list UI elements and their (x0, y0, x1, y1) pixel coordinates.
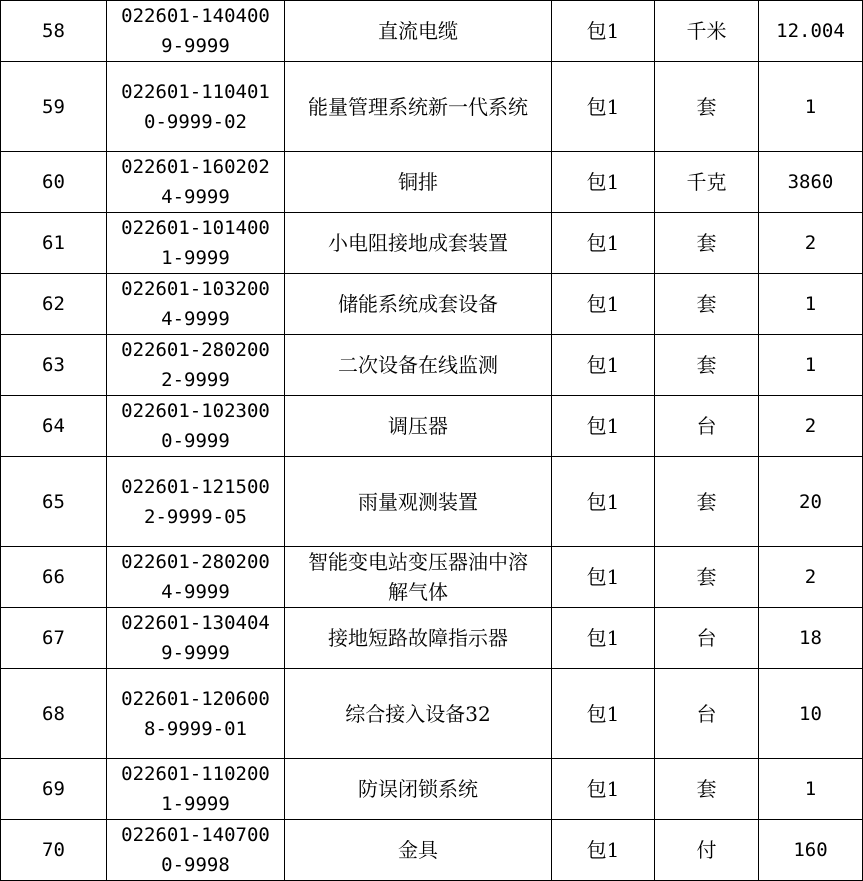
row-code: 022601-1404009-9999 (107, 1, 285, 62)
row-package: 包1 (552, 669, 655, 759)
row-name: 调压器 (285, 396, 552, 457)
row-code: 022601-1032004-9999 (107, 274, 285, 335)
row-code: 022601-1304049-9999 (107, 608, 285, 669)
row-name: 金具 (285, 820, 552, 881)
row-unit: 套 (655, 335, 759, 396)
row-unit: 套 (655, 62, 759, 152)
row-unit: 付 (655, 820, 759, 881)
row-seq: 66 (1, 547, 107, 608)
row-name: 接地短路故障指示器 (285, 608, 552, 669)
row-qty: 10 (759, 669, 863, 759)
table-row (1, 274, 863, 335)
row-seq: 59 (1, 62, 107, 152)
row-code: 022601-2802002-9999 (107, 335, 285, 396)
row-unit: 套 (655, 547, 759, 608)
table-row (1, 1, 863, 62)
row-seq: 61 (1, 213, 107, 274)
row-code: 022601-1104010-9999-02 (107, 62, 285, 152)
row-name: 综合接入设备32 (285, 669, 552, 759)
row-seq: 58 (1, 1, 107, 62)
row-qty: 20 (759, 457, 863, 547)
row-qty: 18 (759, 608, 863, 669)
row-package: 包1 (552, 820, 655, 881)
row-unit: 千米 (655, 1, 759, 62)
row-seq: 70 (1, 820, 107, 881)
table-row (1, 608, 863, 669)
row-name: 小电阻接地成套装置 (285, 213, 552, 274)
row-qty: 1 (759, 62, 863, 152)
row-seq: 69 (1, 759, 107, 820)
row-seq: 64 (1, 396, 107, 457)
row-name: 雨量观测装置 (285, 457, 552, 547)
row-code: 022601-1602024-9999 (107, 152, 285, 213)
row-name: 铜排 (285, 152, 552, 213)
row-package: 包1 (552, 213, 655, 274)
row-name: 直流电缆 (285, 1, 552, 62)
row-code: 022601-1215002-9999-05 (107, 457, 285, 547)
row-unit: 台 (655, 669, 759, 759)
table-row (1, 62, 863, 152)
table-row (1, 152, 863, 213)
row-unit: 套 (655, 759, 759, 820)
row-qty: 2 (759, 213, 863, 274)
row-name: 二次设备在线监测 (285, 335, 552, 396)
row-code: 022601-1407000-9998 (107, 820, 285, 881)
row-package: 包1 (552, 62, 655, 152)
row-package: 包1 (552, 759, 655, 820)
row-package: 包1 (552, 274, 655, 335)
table-row (1, 547, 863, 608)
row-qty: 2 (759, 396, 863, 457)
row-seq: 62 (1, 274, 107, 335)
row-unit: 套 (655, 274, 759, 335)
table-row (1, 669, 863, 759)
table-row (1, 759, 863, 820)
row-package: 包1 (552, 547, 655, 608)
row-code: 022601-1023000-9999 (107, 396, 285, 457)
row-seq: 63 (1, 335, 107, 396)
row-package: 包1 (552, 1, 655, 62)
row-qty: 2 (759, 547, 863, 608)
row-qty: 3860 (759, 152, 863, 213)
row-code: 022601-1102001-9999 (107, 759, 285, 820)
row-qty: 1 (759, 759, 863, 820)
row-name: 智能变电站变压器油中溶解气体 (285, 547, 552, 608)
row-code: 022601-2802004-9999 (107, 547, 285, 608)
row-seq: 68 (1, 669, 107, 759)
table-row (1, 213, 863, 274)
row-seq: 67 (1, 608, 107, 669)
row-qty: 160 (759, 820, 863, 881)
row-code: 022601-1206008-9999-01 (107, 669, 285, 759)
table-row (1, 820, 863, 881)
row-name: 防误闭锁系统 (285, 759, 552, 820)
row-package: 包1 (552, 335, 655, 396)
row-unit: 套 (655, 457, 759, 547)
row-name: 能量管理系统新一代系统 (285, 62, 552, 152)
material-table-body (1, 1, 863, 881)
row-seq: 60 (1, 152, 107, 213)
table-row (1, 457, 863, 547)
row-unit: 台 (655, 396, 759, 457)
row-package: 包1 (552, 457, 655, 547)
row-unit: 千克 (655, 152, 759, 213)
row-code: 022601-1014001-9999 (107, 213, 285, 274)
table-row (1, 396, 863, 457)
table-row (1, 335, 863, 396)
row-package: 包1 (552, 608, 655, 669)
row-name: 储能系统成套设备 (285, 274, 552, 335)
row-unit: 台 (655, 608, 759, 669)
row-qty: 1 (759, 335, 863, 396)
row-seq: 65 (1, 457, 107, 547)
row-package: 包1 (552, 152, 655, 213)
row-unit: 套 (655, 213, 759, 274)
row-qty: 1 (759, 274, 863, 335)
row-qty: 12.004 (759, 1, 863, 62)
row-package: 包1 (552, 396, 655, 457)
